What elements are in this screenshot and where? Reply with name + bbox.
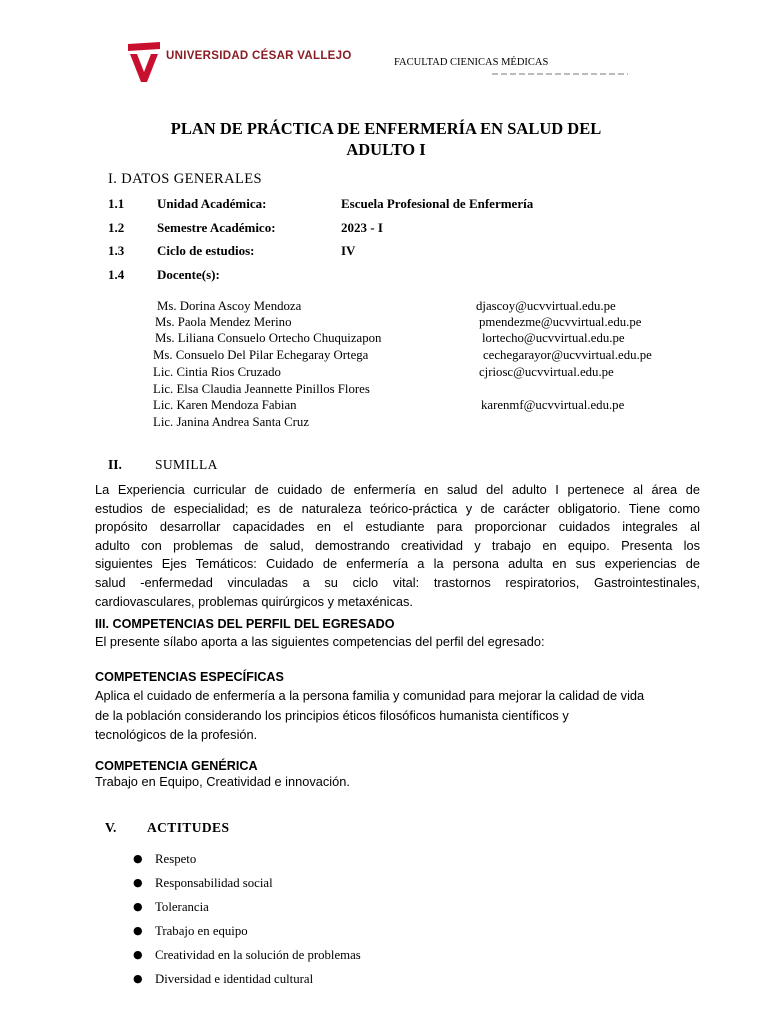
paragraph-line: cardiovasculares, problemas quirúrgicos y metaxénicas. — [95, 593, 413, 609]
section-ii-title: SUMILLA — [155, 457, 218, 472]
teacher-name: Lic. Karen Mendoza Fabian — [153, 398, 297, 412]
bullet-icon: ● — [133, 972, 143, 985]
section-v-number: V. — [105, 820, 117, 835]
paragraph-line: salud -enfermedad vinculadas a su ciclo vital: trastornos respiratorios, Gastrointestinales, — [95, 574, 700, 590]
paragraph-line: de la población considerando los principios éticos filosóficos humanista científicos y — [95, 707, 569, 723]
title-line-1: PLAN DE PRÁCTICA DE ENFERMERÍA EN SALUD DEL — [170, 119, 602, 138]
teacher-email: lortecho@ucvvirtual.edu.pe — [482, 331, 625, 345]
section-v-title: ACTITUDES — [147, 820, 230, 835]
section-iii-heading: III. COMPETENCIAS DEL PERFIL DEL EGRESADO — [95, 617, 395, 631]
list-item — [0, 948, 768, 972]
bullet-icon: ● — [133, 948, 143, 961]
row-value: 2023 - I — [341, 220, 383, 235]
university-name: UNIVERSIDAD CÉSAR VALLEJO — [166, 50, 352, 62]
sumilla-paragraph — [95, 481, 700, 611]
teacher-email: pmendezme@ucvvirtual.edu.pe — [479, 315, 642, 329]
row-label: Semestre Académico: — [157, 220, 276, 235]
row-number: 1.1 — [108, 196, 125, 211]
list-item-text: Diversidad e identidad cultural — [155, 972, 314, 986]
list-item — [0, 924, 768, 948]
row-label: Docente(s): — [157, 267, 220, 282]
teacher-name: Lic. Janina Andrea Santa Cruz — [153, 415, 309, 429]
competencia-generica-heading: COMPETENCIA GENÉRICA — [95, 759, 258, 773]
competencias-especificas-heading: COMPETENCIAS ESPECÍFICAS — [95, 670, 284, 684]
list-item-text: Creatividad en la solución de problemas — [155, 948, 361, 962]
section-i-heading: I. DATOS GENERALES — [108, 171, 262, 187]
paragraph-line: Aplica el cuidado de enfermería a la persona familia y comunidad para mejorar la calidad de vida — [95, 688, 645, 703]
row-number: 1.2 — [108, 220, 125, 235]
list-item-text: Respeto — [155, 852, 197, 866]
row-number: 1.3 — [108, 243, 125, 258]
title-line-2: ADULTO I — [346, 140, 426, 159]
section-ii-number: II. — [108, 457, 122, 472]
teacher-name: Ms. Consuelo Del Pilar Echegaray Ortega — [153, 348, 369, 362]
teacher-email: djascoy@ucvvirtual.edu.pe — [476, 299, 616, 313]
competencia-generica-text: Trabajo en Equipo, Creatividad e innovación. — [95, 774, 350, 789]
document-title — [100, 118, 672, 160]
faded-header-line — [492, 73, 628, 75]
row-value: IV — [341, 243, 356, 258]
competencias-especificas-text — [95, 686, 700, 745]
row-label: Ciclo de estudios: — [157, 243, 255, 258]
section-iii-intro: El presente sílabo aporta a las siguientes competencias del perfil del egresado: — [95, 634, 545, 649]
paragraph-line: propósito desarrollar capacidades en el estudiante para proporcionar cuidados integrales al — [95, 519, 700, 535]
teacher-email: cechegarayor@ucvvirtual.edu.pe — [483, 348, 652, 362]
list-item — [0, 852, 768, 876]
row-value: Escuela Profesional de Enfermería — [341, 196, 534, 211]
paragraph-line: siguientes Ejes Temáticos: Cuidado de enfermería a la persona adulta en sus experiencias de — [95, 556, 700, 572]
faculty-name: FACULTAD CIENICAS MÉDICAS — [394, 57, 549, 68]
paragraph-line: estudios de especialidad; es de naturaleza teórico-práctica y de carácter obligatorio. Tiene como — [95, 500, 700, 516]
teacher-email: cjriosc@ucvvirtual.edu.pe — [479, 365, 614, 379]
bullet-icon: ● — [133, 924, 143, 937]
list-item-text: Responsabilidad social — [155, 876, 273, 890]
list-item-text: Trabajo en equipo — [155, 924, 248, 938]
teacher-name: Ms. Dorina Ascoy Mendoza — [157, 299, 302, 313]
teacher-email: karenmf@ucvvirtual.edu.pe — [481, 398, 625, 412]
bullet-icon: ● — [133, 852, 143, 865]
bullet-icon: ● — [133, 900, 143, 913]
teacher-name: Ms. Liliana Consuelo Ortecho Chuquizapon — [155, 331, 382, 345]
paragraph-line: La Experiencia curricular de cuidado de enfermería en salud del adulto I pertenece al área de — [95, 482, 700, 497]
teacher-name: Lic. Elsa Claudia Jeannette Pinillos Flores — [153, 382, 370, 396]
bullet-icon: ● — [133, 876, 143, 889]
paragraph-line: tecnológicos de la profesión. — [95, 727, 258, 742]
university-logo-icon — [128, 42, 160, 82]
list-item — [0, 972, 768, 996]
teacher-name: Ms. Paola Mendez Merino — [155, 315, 292, 329]
row-label: Unidad Académica: — [157, 196, 267, 211]
list-item — [0, 900, 768, 924]
list-item-text: Tolerancia — [155, 900, 209, 914]
row-number: 1.4 — [108, 267, 125, 282]
teacher-name: Lic. Cintia Rios Cruzado — [153, 365, 281, 379]
list-item — [0, 876, 768, 900]
paragraph-line: adulto con problemas de salud, demostrando creatividad y trabajo en equipo. Presenta los — [95, 537, 700, 553]
